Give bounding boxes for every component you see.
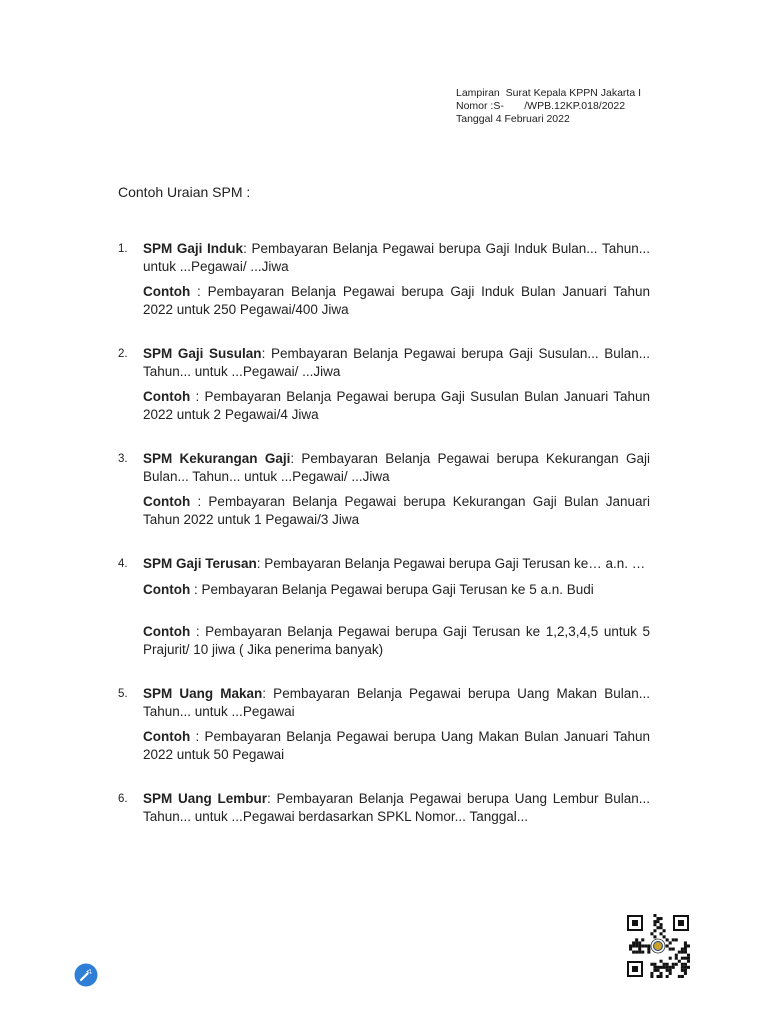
example-label: Contoh: [143, 494, 191, 509]
example-label: Contoh: [143, 729, 191, 744]
item-number: 3.: [118, 453, 128, 465]
item-description: : Pembayaran Belanja Pegawai berupa Uang Makan Bulan... Tahun... untuk ...Pegawai: [143, 686, 650, 719]
item-number: 2.: [118, 348, 128, 360]
item-number: 1.: [118, 243, 128, 255]
list-item: [118, 345, 650, 423]
item-title: SPM Gaji Induk: [143, 241, 244, 256]
scribd-logo-icon[interactable]: [74, 963, 98, 987]
example-label: Contoh: [143, 389, 191, 404]
item-title: SPM Gaji Susulan: [143, 346, 262, 361]
item-number: 4.: [118, 558, 128, 570]
letter-header: [456, 87, 641, 126]
example-text: : Pembayaran Belanja Pegawai berupa Kekurangan Gaji Bulan Januari Tahun 2022 untuk 1 Pegawai/3 Jiwa: [143, 494, 650, 527]
example-text: : Pembayaran Belanja Pegawai berupa Gaji Terusan ke 5 a.n. Budi: [190, 581, 594, 597]
spm-list: [118, 240, 650, 825]
list-item: [118, 790, 650, 825]
example-text: : Pembayaran Belanja Pegawai berupa Uang Makan Bulan Januari Tahun 2022 untuk 50 Pegawai: [143, 729, 650, 762]
item-description: : Pembayaran Belanja Pegawai berupa Gaji Induk Bulan... Tahun... untuk ...Pegawai/ ...Jiwa: [143, 241, 650, 274]
item-title: SPM Uang Makan: [143, 686, 263, 701]
list-item: [118, 555, 650, 658]
item-number: 5.: [118, 688, 128, 700]
qr-code-icon: [626, 914, 690, 978]
example-text: : Pembayaran Belanja Pegawai berupa Gaji Terusan ke 1,2,3,4,5 untuk 5 Prajurit/ 10 jiwa ( Jika penerima banyak): [143, 624, 650, 657]
header-attachment-line: Lampiran Surat Kepala KPPN Jakarta I: [456, 87, 642, 99]
item-description: : Pembayaran Belanja Pegawai berupa Gaji Terusan ke… a.n. …: [256, 556, 646, 571]
list-item: [118, 685, 650, 763]
item-description: : Pembayaran Belanja Pegawai berupa Kekurangan Gaji Bulan... Tahun... untuk ...Pegawai/ ...Jiwa: [143, 451, 650, 484]
list-item: [118, 240, 650, 318]
intro-heading: Contoh Uraian SPM :: [118, 184, 251, 200]
header-date-line: Tanggal 4 Februari 2022: [456, 113, 570, 125]
item-description: : Pembayaran Belanja Pegawai berupa Gaji Susulan... Bulan... Tahun... untuk ...Pegawai/ ...Jiwa: [143, 346, 651, 379]
item-title: SPM Kekurangan Gaji: [143, 451, 291, 466]
example-label: Contoh: [143, 284, 191, 299]
example-label: Contoh: [143, 624, 191, 639]
list-item: [118, 450, 650, 528]
item-description: : Pembayaran Belanja Pegawai berupa Uang Lembur Bulan... Tahun... untuk ...Pegawai berdasarkan SPKL Nomor... Tanggal...: [143, 791, 651, 824]
item-title: SPM Uang Lembur: [143, 791, 267, 806]
header-number-line: Nomor :S- /WPB.12KP.018/2022: [456, 100, 626, 112]
item-title: SPM Gaji Terusan: [143, 556, 257, 571]
example-text: : Pembayaran Belanja Pegawai berupa Gaji Susulan Bulan Januari Tahun 2022 untuk 2 Pegawai/4 Jiwa: [143, 389, 650, 422]
example-label: Contoh: [143, 581, 191, 597]
item-number: 6.: [118, 793, 128, 805]
example-text: : Pembayaran Belanja Pegawai berupa Gaji Induk Bulan Januari Tahun 2022 untuk 250 Pegawai/400 Jiwa: [143, 284, 650, 317]
